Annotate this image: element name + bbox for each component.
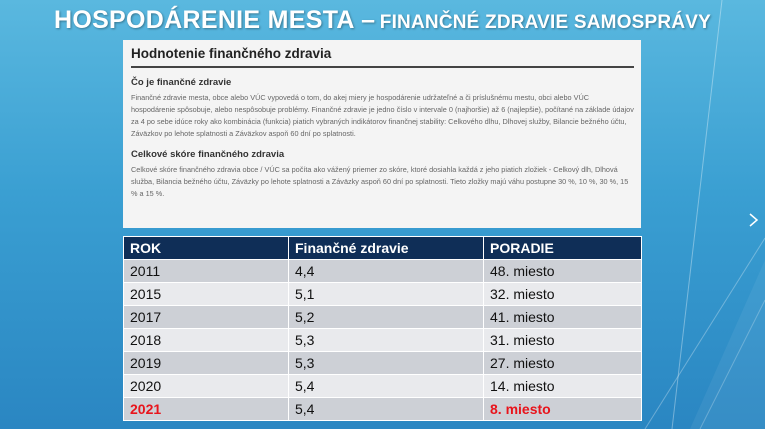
section-title-what-is: Čo je finančné zdravie	[131, 77, 232, 88]
header-rank: PORADIE	[484, 237, 642, 260]
cell-year: 2015	[124, 283, 289, 306]
table-header-row	[124, 237, 642, 260]
slide-title-main: HOSPODÁRENIE MESTA –	[53, 6, 376, 34]
slide-title	[0, 6, 765, 35]
table-row	[124, 260, 642, 283]
cell-score: 5,3	[289, 329, 484, 352]
chevron-right-icon	[747, 212, 761, 228]
cell-year: 2020	[124, 375, 289, 398]
cell-rank: 31. miesto	[484, 329, 642, 352]
cell-rank: 14. miesto	[484, 375, 642, 398]
panel-heading: Hodnotenie finančného zdravia	[131, 46, 634, 68]
cell-year: 2021	[124, 398, 289, 421]
table-row-highlighted	[124, 398, 642, 421]
table-row	[124, 375, 642, 398]
cell-score: 5,2	[289, 306, 484, 329]
cell-score: 5,1	[289, 283, 484, 306]
cell-year: 2017	[124, 306, 289, 329]
cell-score: 5,3	[289, 352, 484, 375]
cell-rank: 27. miesto	[484, 352, 642, 375]
financial-health-info-panel	[123, 40, 641, 228]
cell-year: 2011	[124, 260, 289, 283]
cell-year: 2019	[124, 352, 289, 375]
header-financial-health: Finančné zdravie	[289, 237, 484, 260]
table-row	[124, 329, 642, 352]
cell-rank: 8. miesto	[484, 398, 642, 421]
header-year: ROK	[124, 237, 289, 260]
cell-rank: 48. miesto	[484, 260, 642, 283]
table-row	[124, 352, 642, 375]
cell-score: 5,4	[289, 398, 484, 421]
cell-year: 2018	[124, 329, 289, 352]
slide-title-sub: FINANČNÉ ZDRAVIE SAMOSPRÁVY	[379, 12, 712, 33]
cell-rank: 41. miesto	[484, 306, 642, 329]
section-text-total-score: Celkové skóre finančného zdravia obce / VÚC sa počíta ako vážený priemer zo skóre, ktoré dosiahla každá z jeho piatich zložiek - Celkový dlh, Dlhová služba, Bilancia bežného účtu, Záväzky po lehote splatnosti a Záväzky aspoň 60 dní po splatnosti. Tieto zložky majú váhu postupne 30 %, 10 %, 30 %, 15 % a 15 %.	[131, 165, 629, 198]
table-row	[124, 283, 642, 306]
cell-score: 4,4	[289, 260, 484, 283]
section-title-total-score: Celkové skóre finančného zdravia	[131, 149, 285, 160]
table-row	[124, 306, 642, 329]
financial-health-table	[123, 236, 642, 421]
cell-score: 5,4	[289, 375, 484, 398]
section-text-what-is: Finančné zdravie mesta, obce alebo VÚC vypovedá o tom, do akej miery je hospodárenie udržateľné a či príslušnému mestu, obci alebo VÚC hospodárenie spôsobuje, alebo nespôsobuje problémy. Finančné zdravie je jedno číslo v intervale 0 (najhoršie) až 6 (najlepšie), počítané na základe údajov za 4 po sebe idúce roky ako kombinácia (funkcia) piatich vybraných indikátorov finančnej stability: Celkového dlhu, Dlhovej služby, Bilancie bežného účtu, Záväzkov po lehote splatnosti a Záväzkov aspoň 60 dní po splatnosti.	[131, 93, 634, 138]
cell-rank: 32. miesto	[484, 283, 642, 306]
